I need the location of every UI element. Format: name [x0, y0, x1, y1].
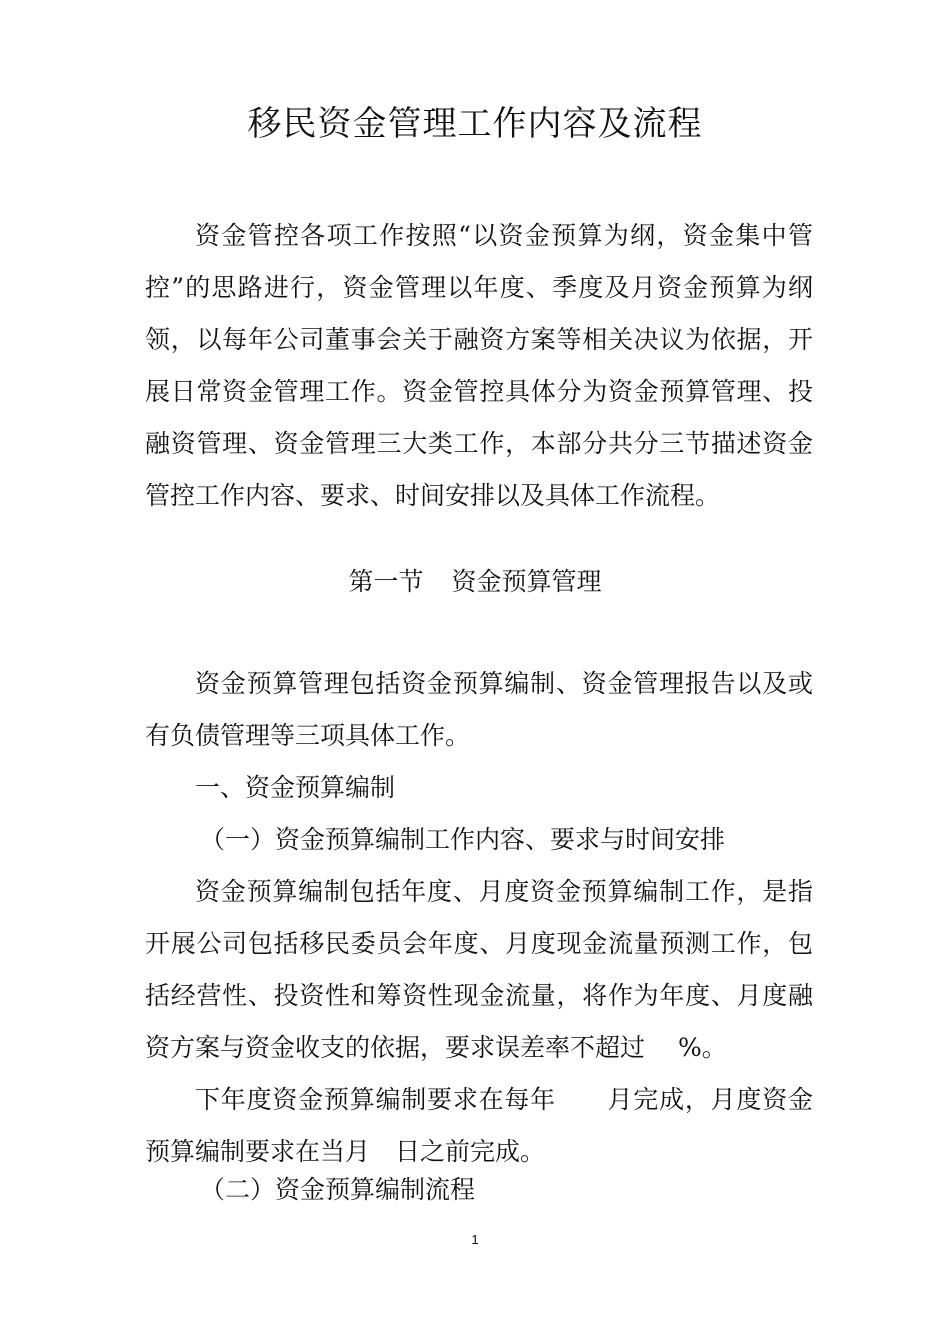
document-title: 移民资金管理工作内容及流程 — [247, 104, 703, 144]
heading-budget-preparation: 一、资金预算编制 — [195, 773, 396, 802]
section-number: 第一节 — [348, 567, 424, 596]
section-heading — [0, 556, 950, 608]
subheading-content-requirements: （一）资金预算编制工作内容、要求与时间安排 — [200, 825, 726, 854]
intro-paragraph: 资金管控各项工作按照“以资金预算为纲，资金集中管控”的思路进行，资金管理以年度、季度及月资金预算为纲领，以每年公司董事会关于融资方案等相关决议为依据，开展日常资金管理工作。资金管控具体分为资金预算管理、投融资管理、资金管理三大类工作，本部分共分三节描述资金管控工作内容、要求、时间安排以及具体工作流程。 — [145, 221, 813, 510]
section-intro-paragraph: 资金预算管理包括资金预算编制、资金管理报告以及或有负债管理等三项具体工作。 — [145, 669, 813, 750]
budget-preparation-paragraph: 资金预算编制包括年度、月度资金预算编制工作，是指开展公司包括移民委员会年度、月度现金流量预测工作，包括经营性、投资性和筹资性现金流量，将作为年度、月度融资方案与资金收支的依据，要求误差率不超过 %。 — [145, 877, 813, 1062]
page-number: 1 — [471, 1232, 479, 1247]
subheading-process: （二）资金预算编制流程 — [200, 1175, 476, 1204]
schedule-paragraph: 下年度资金预算编制要求在每年 月完成，月度资金预算编制要求在当月 日之前完成。 — [145, 1085, 813, 1166]
section-name: 资金预算管理 — [451, 567, 602, 596]
